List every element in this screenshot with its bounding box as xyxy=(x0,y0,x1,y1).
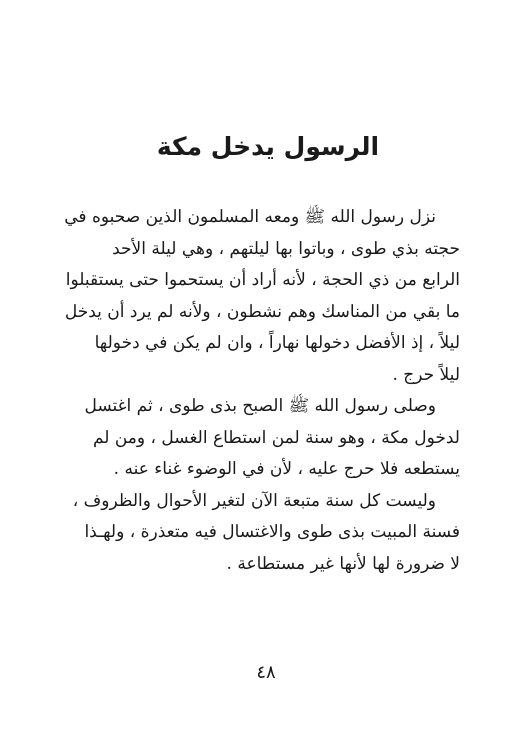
text-line: نزل رسول الله ﷺ ومعه المسلمون الذين صحبوه في xyxy=(64,207,436,227)
page-title: الرسول يدخل مكة xyxy=(156,132,380,161)
text-line: وصلى رسول الله ﷺ الصبح بذى طوى ، ثم اغتسل xyxy=(84,396,436,416)
paragraph-1 xyxy=(30,202,460,391)
text-line: الرابع من ذي الحجة ، لأنه أراد أن يستحموا حتى يستقبلوا xyxy=(65,270,460,290)
text-line: حجته بذي طوى ، وباتوا بها ليلتهم ، وهي ليلة الأحد xyxy=(112,238,460,259)
page-number: ٤٨ xyxy=(256,662,276,683)
text-line: فسنة المبيت بذى طوى والاغتسال فيه متعذرة ، ولهـذا xyxy=(84,522,460,542)
text-line: وليست كل سنة متبعة الآن لتغير الأحوال والظروف ، xyxy=(72,490,436,511)
paragraph-2 xyxy=(30,391,460,486)
body-text xyxy=(30,202,460,580)
text-line: ما بقي من المناسك وهم نشطون ، ولأنه لم يرد أن يدخل xyxy=(64,301,460,322)
text-line: لدخول مكة ، وهو سنة لمن استطاع الغسل ، ومن لم xyxy=(92,427,460,448)
paragraph-3 xyxy=(30,486,460,581)
text-line: ليلاً حرج . xyxy=(392,364,460,385)
text-line: يستطعه فلا حرج عليه ، لأن في الوضوء غناء عنه . xyxy=(113,459,460,479)
text-line: لا ضرورة لها لأنها غير مستطاعة . xyxy=(226,553,460,574)
text-line: ليلاً ، إذ الأفضل دخولها نهاراً ، وان لم يكن في دخولها xyxy=(94,333,460,353)
